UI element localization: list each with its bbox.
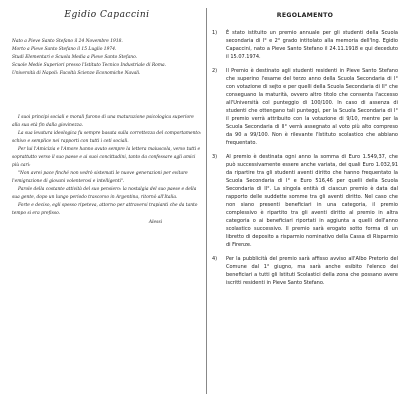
biography-block	[12, 38, 202, 78]
signature: Alessi	[148, 220, 162, 225]
person-name: Egidio Capaccini	[64, 10, 150, 20]
regulation-article	[212, 29, 398, 61]
biography-column	[12, 8, 202, 225]
article-number: 3)	[212, 154, 218, 160]
bio-line: Studi Elementari e Scuola Media a Pieve Santo Stefano.	[12, 55, 138, 60]
tribute-paragraph: La sua levatura ideologica fu sempre basata sulla correttezza del comportamento: schivo e semplice nei rapporti con tutti i ceti sociali.	[12, 131, 202, 144]
column-divider	[206, 8, 207, 394]
regulation-article	[212, 255, 398, 287]
regulation-column	[212, 6, 398, 293]
article-text: Per la pubblicità del premio sarà affisso avviso all'Albo Pretorio del Comune dal 1° giugno, ma sarà anche esibito l'elenco dei beneficiari a tutti gli Istituti Scolastici della zona che possano avere iscritti residenti in Pieve Santo Stefano.	[226, 256, 398, 286]
bio-line: Nato a Pieve Santo Stefano il 24 Novembre 1918.	[12, 39, 123, 44]
article-number: 1)	[212, 30, 218, 36]
article-number: 4)	[212, 256, 218, 262]
article-text: Il Premio è destinato agli studenti residenti in Pieve Santo Stefano che superino l'esame del terzo anno della Scuola Secondaria di I° con votazione di sejto e per quelli della Scuola Secondaria di II° che conseguano la maturità, ovvero altro titolo che consenta l'accesso all'Università col punteggio di 100/100. In caso di assenza di studenti che ottengano tali punteggi, per la Scuola Secondaria di I° il premio verrà attribuito con la votazione di 9/10, mentre per la Scuola Secondaria di II° verrà assegnato al voto più alto compreso da 90 a 99/100. Non è rilevante l'Istituto scolastico che abbiano frequentato.	[226, 68, 398, 146]
article-number: 2)	[212, 68, 218, 74]
regulation-article	[212, 153, 398, 249]
article-text: È stato istituito un premio annuale per gli studenti della Scuola secondaria di I° e 2° grado intitolato alla memoria dell'Ing. Egidio Capaccini, nato a Pieve Santo Stefano il 24.11.1918 e qui deceduto il 15.07.1974.	[226, 30, 398, 60]
tribute-paragraph: Forte e deciso, egli spesso ripeteva, attorno per attraversi trapianti che da tanto tempo si era prefisso.	[12, 203, 198, 216]
regulation-article	[212, 67, 398, 147]
tribute-paragraph: Parole della costante attività del suo pensiero: la nostalgia del suo paese e della sua gente, dopo un lungo periodo trascorso in Argentina, ritornò all'Italia.	[12, 187, 197, 200]
tribute-paragraph: I suoi principi sociali e morali furono di una maturazione psicologica superiore alla sua età fin dalla giovinezza.	[12, 115, 194, 128]
regulation-title: REGOLAMENTO	[276, 12, 334, 19]
bio-line: Morto a Pieve Santo Stefano il 15 Luglio 1974.	[12, 47, 117, 52]
bio-line: Scuole Medie Superiori presso l'Istituto Tecnico Industriale di Roma.	[12, 63, 166, 68]
tribute-paragraph: "Non avrei pace finché non vedrò sistemati le nuove generazioni per evitare l'emigrazione di giovani volenterosi e intelligenti".	[12, 171, 188, 184]
tribute-text	[12, 114, 202, 218]
article-text: Al premio è destinata ogni anno la somma di Euro 1.549,37, che può successivamente essere anche variata, dei quali Euro 1.032,91 da ripartire tra gli studenti aventi diritto che hanno frequentato la Scuola Secondaria di I° e Euro 516,46 per quelli della Scuola Secondaria di II°. La singola entità di ciascun premio è data dal rapporto delle suddette somme tra gli aventi diritto. Nel caso che non siano presenti beneficiari in una categoria, il premio complessivo è ripartito tra gli aventi diritto al premio in altra categoria o ai beneficiari riportati in aggiunta a quelli dell'anno scolastico successivo. Il premio sarà erogato sotto forma di un libretto di deposito a risparmio nominativo della Cassa di Risparmio di Firenze.	[226, 154, 398, 248]
bio-line: Università di Napoli: Facoltà Scienze Economiche Navali.	[12, 71, 141, 76]
tribute-paragraph: Per lui l'Amicizia e l'Amore hanno avuto sempre la lettera maiuscola, verso tutti e soprattutto verso il suo paese e ai suoi concittadini, tanto da confessare agli amici più cari:	[12, 147, 201, 168]
